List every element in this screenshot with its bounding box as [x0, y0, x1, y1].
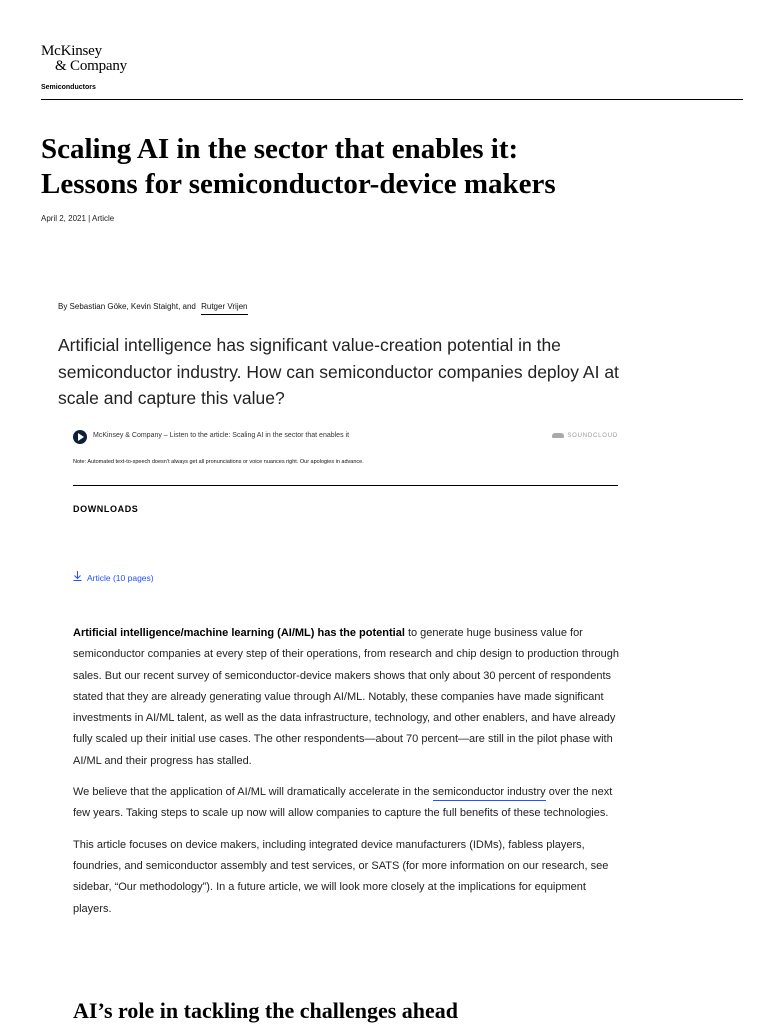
- section-heading: AI’s role in tackling the challenges ahead: [73, 998, 459, 1023]
- header-divider: [41, 99, 743, 100]
- logo-line-1: McKinsey: [41, 43, 102, 59]
- lead-in: Artificial intelligence/machine learning (AI/ML) has the potential: [73, 627, 405, 639]
- paragraph-1: [73, 623, 621, 772]
- download-article-link[interactable]: [73, 571, 154, 583]
- semiconductor-industry-link[interactable]: semiconductor industry: [433, 786, 546, 801]
- download-arrow-icon: [73, 571, 82, 583]
- paragraph-3: This article focuses on device makers, including integrated device manufacturers (IDMs), fabless players, foundries, and semiconductor assembly and test services, or SATS (for more information on our research, see sidebar, “Our methodology”). In a future article, we will look more closely at the implications for equipment players.: [73, 838, 609, 915]
- mckinsey-logo[interactable]: [41, 44, 127, 74]
- logo-line-2: & Company: [55, 58, 127, 74]
- title-line-2: Lessons for semiconductor-device makers: [41, 168, 556, 200]
- page-title: [41, 132, 721, 202]
- author-link[interactable]: Rutger Vrijen: [201, 302, 247, 315]
- player-title[interactable]: McKinsey & Company – Listen to the article: Scaling AI in the sector that enables it: [93, 432, 350, 439]
- article-body: [73, 623, 621, 930]
- paragraph-2: [73, 782, 621, 825]
- section-link[interactable]: Semiconductors: [41, 84, 96, 91]
- download-link-label: Article (10 pages): [87, 573, 154, 583]
- title-line-1: Scaling AI in the sector that enables it:: [41, 133, 519, 165]
- paragraph-2-text-b: over the next few years. Taking steps to scale up now will allow companies to capture the full benefits of these technologies.: [73, 786, 613, 820]
- soundcloud-label: SOUNDCLOUD: [567, 433, 618, 440]
- article-meta: April 2, 2021 | Article: [41, 214, 115, 223]
- soundcloud-icon: [552, 433, 564, 438]
- paragraph-2-text-a: We believe that the application of AI/ML will dramatically accelerate in the: [73, 786, 433, 799]
- article-intro: Artificial intelligence has significant value-creation potential in the semiconductor industry. How can semiconductor companies deploy AI at scale and capture this value?: [58, 335, 619, 408]
- player-note: Note: Automated text-to-speech doesn’t always get all pronunciations or voice nuances right. Our apologies in advance.: [73, 459, 364, 465]
- downloads-heading: DOWNLOADS: [73, 504, 139, 514]
- soundcloud-logo[interactable]: [552, 433, 618, 439]
- paragraph-1-text: to generate huge business value for semiconductor companies at every step of their operations, from research and chip design to production through sales. But our recent survey of semiconductor-device makers shows that only about 30 percent of respondents stated that they are already generating value through AI/ML. Notably, these companies have made significant investments in AI/ML talent, as well as the data infrastructure, technology, and other enablers, and have already fully scaled up their initial use cases. The other respondents—about 70 percent—are still in the pilot phase with AI/ML and their progress has stalled.: [73, 627, 620, 767]
- byline-prefix: By Sebastian Göke, Kevin Staight, and: [58, 302, 196, 311]
- audio-player: [73, 430, 618, 465]
- play-icon[interactable]: [73, 430, 87, 444]
- byline: [58, 302, 248, 311]
- downloads-divider: [73, 485, 618, 486]
